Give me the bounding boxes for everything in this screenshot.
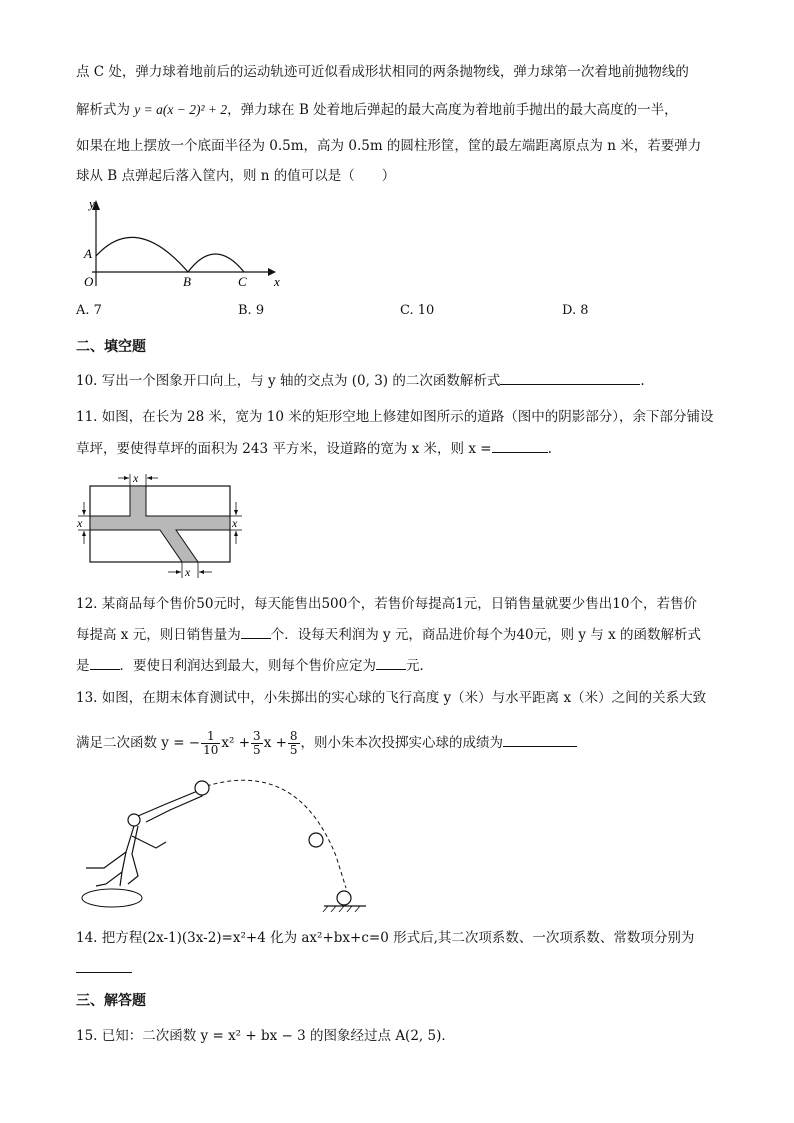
q9-parabola-graph	[76, 194, 286, 294]
arrow-right-icon	[176, 570, 181, 574]
q12-line2-end: 个．设每天利润为 y 元，商品进价每个为40元，则 y 与 x 的函数解析式	[270, 627, 701, 643]
point-c-label: C	[238, 274, 247, 289]
ball-start	[195, 781, 209, 795]
q11-line2-text: 草坪，要使得草坪的面积为 243 平方米，设道路的宽为 x 米，则 x =	[76, 441, 492, 457]
arrow-up-icon	[234, 531, 238, 536]
x-label: x	[274, 274, 280, 289]
right-width-label: x	[232, 516, 238, 530]
q9-line1: 点 C 处，弹力球着地前后的运动轨迹可近似看成形状相同的两条抛物线，弹力球第一次着地前抛物线的	[76, 64, 689, 80]
fraction-3-5: $\frac{3}{5}$	[253, 729, 261, 757]
q14-line2	[76, 958, 132, 979]
q11-answer-blank[interactable]	[492, 438, 548, 453]
arrow-right-icon	[124, 476, 129, 480]
ground-hatch	[323, 906, 360, 912]
q13-line2-x: x +	[263, 735, 287, 751]
point-a-label: A	[84, 246, 92, 261]
shaded-road	[90, 486, 230, 562]
trajectory-path	[200, 780, 346, 888]
y-label: y	[89, 196, 95, 211]
arrow-down-icon	[82, 510, 86, 515]
q13-line2-start: 满足二次函数 y = −	[76, 735, 201, 751]
q14-answer-blank[interactable]	[76, 958, 132, 973]
q10-end: .	[640, 373, 645, 389]
q10-answer-blank[interactable]	[500, 370, 640, 385]
q15: 15. 已知：二次函数 y = x² + bx − 3 的图象经过点 A(2, 5)．	[76, 1028, 455, 1044]
q12-line2-start: 每提高 x 元，则日销售量为	[76, 627, 241, 643]
q12-line3	[76, 655, 433, 676]
arrow-up-icon	[82, 531, 86, 536]
q13-shot-put-figure	[76, 776, 376, 916]
thrower-figure	[86, 790, 202, 886]
q10-text: 10. 写出一个图象开口向上，与 y 轴的交点为 (0, 3) 的二次函数解析式	[76, 373, 501, 389]
q12-line3-start: 是	[76, 658, 90, 674]
q12-blank-price[interactable]	[376, 655, 406, 670]
q13-line2-x2: x² +	[221, 735, 251, 751]
ball-mid	[309, 833, 323, 847]
bottom-width-label: x	[185, 565, 191, 579]
first-parabola	[96, 237, 188, 272]
second-parabola	[188, 254, 244, 272]
option-c[interactable]: C. 10	[400, 303, 435, 318]
q13-line1: 13. 如图，在期末体育测试中，小朱掷出的实心球的飞行高度 y（米）与水平距离 x（米）之间的关系大致	[76, 690, 707, 706]
q13-answer-blank[interactable]	[503, 732, 577, 747]
q12-line3-end: 元．	[406, 658, 433, 674]
option-b[interactable]: B. 9	[238, 303, 265, 318]
q14-line1: 14. 把方程(2x-1)(3x-2)=x²+4 化为 ax²+bx+c=0 形式后,其二次项系数、一次项系数、常数项分别为	[76, 930, 695, 946]
q11-line2	[76, 438, 552, 459]
section-title-solutions: 三、解答题	[76, 993, 146, 1009]
arrow-down-icon	[234, 510, 238, 515]
q13-line2-end: ，则小朱本次投掷实心球的成绩为	[300, 735, 504, 751]
top-width-label: x	[133, 471, 139, 485]
q12-blank-function[interactable]	[90, 655, 120, 670]
arrow-left-icon	[199, 570, 204, 574]
q9-line2-end: ，弹力球在 B 处着地后弹起的最大高度为着地前手抛出的最大高度的一半，	[227, 102, 678, 118]
q9-line3: 如果在地上摆放一个底面半径为 0.5m，高为 0.5m 的圆柱形筐，筐的最左端距离原点为 n 米，若要弹力	[76, 138, 702, 154]
q9-line2-start: 解析式为	[76, 102, 135, 118]
origin-label: O	[84, 274, 94, 289]
option-d[interactable]: D. 8	[562, 303, 589, 318]
q12-line1: 12. 某商品每个售价50元时，每天能售出500个，若售价每提高1元，日销售量就要少售出10个，若售价	[76, 596, 697, 612]
fraction-8-5: $\frac{8}{5}$	[289, 729, 298, 757]
q9-line2	[76, 100, 678, 120]
option-a[interactable]: A. 7	[76, 303, 102, 318]
left-width-label: x	[77, 516, 83, 530]
q9-formula: y = a(x − 2)² + 2	[134, 102, 228, 117]
fraction-1-10: $\frac{1}{10}$	[203, 729, 219, 757]
throw-circle	[82, 889, 142, 907]
arrow-left-icon	[147, 476, 152, 480]
q12-line3-mid: ．要使日利润达到最大，则每个售价应定为	[119, 658, 376, 674]
ball-landing	[337, 891, 351, 905]
q13-line2	[76, 728, 577, 758]
q12-line2	[76, 624, 701, 645]
q11-road-figure	[74, 470, 250, 582]
q9-line4: 球从 B 点弹起后落入筐内，则 n 的值可以是（ ）	[76, 168, 396, 184]
point-b-label: B	[183, 274, 191, 289]
section-title-fill-in: 二、填空题	[76, 339, 146, 355]
q11-end: .	[547, 441, 552, 457]
q12-blank-sales[interactable]	[241, 624, 271, 639]
q11-line1: 11. 如图，在长为 28 米，宽为 10 米的矩形空地上修建如图所示的道路（图中的阴影部分），余下部分铺设	[76, 409, 714, 425]
q10	[76, 370, 645, 391]
